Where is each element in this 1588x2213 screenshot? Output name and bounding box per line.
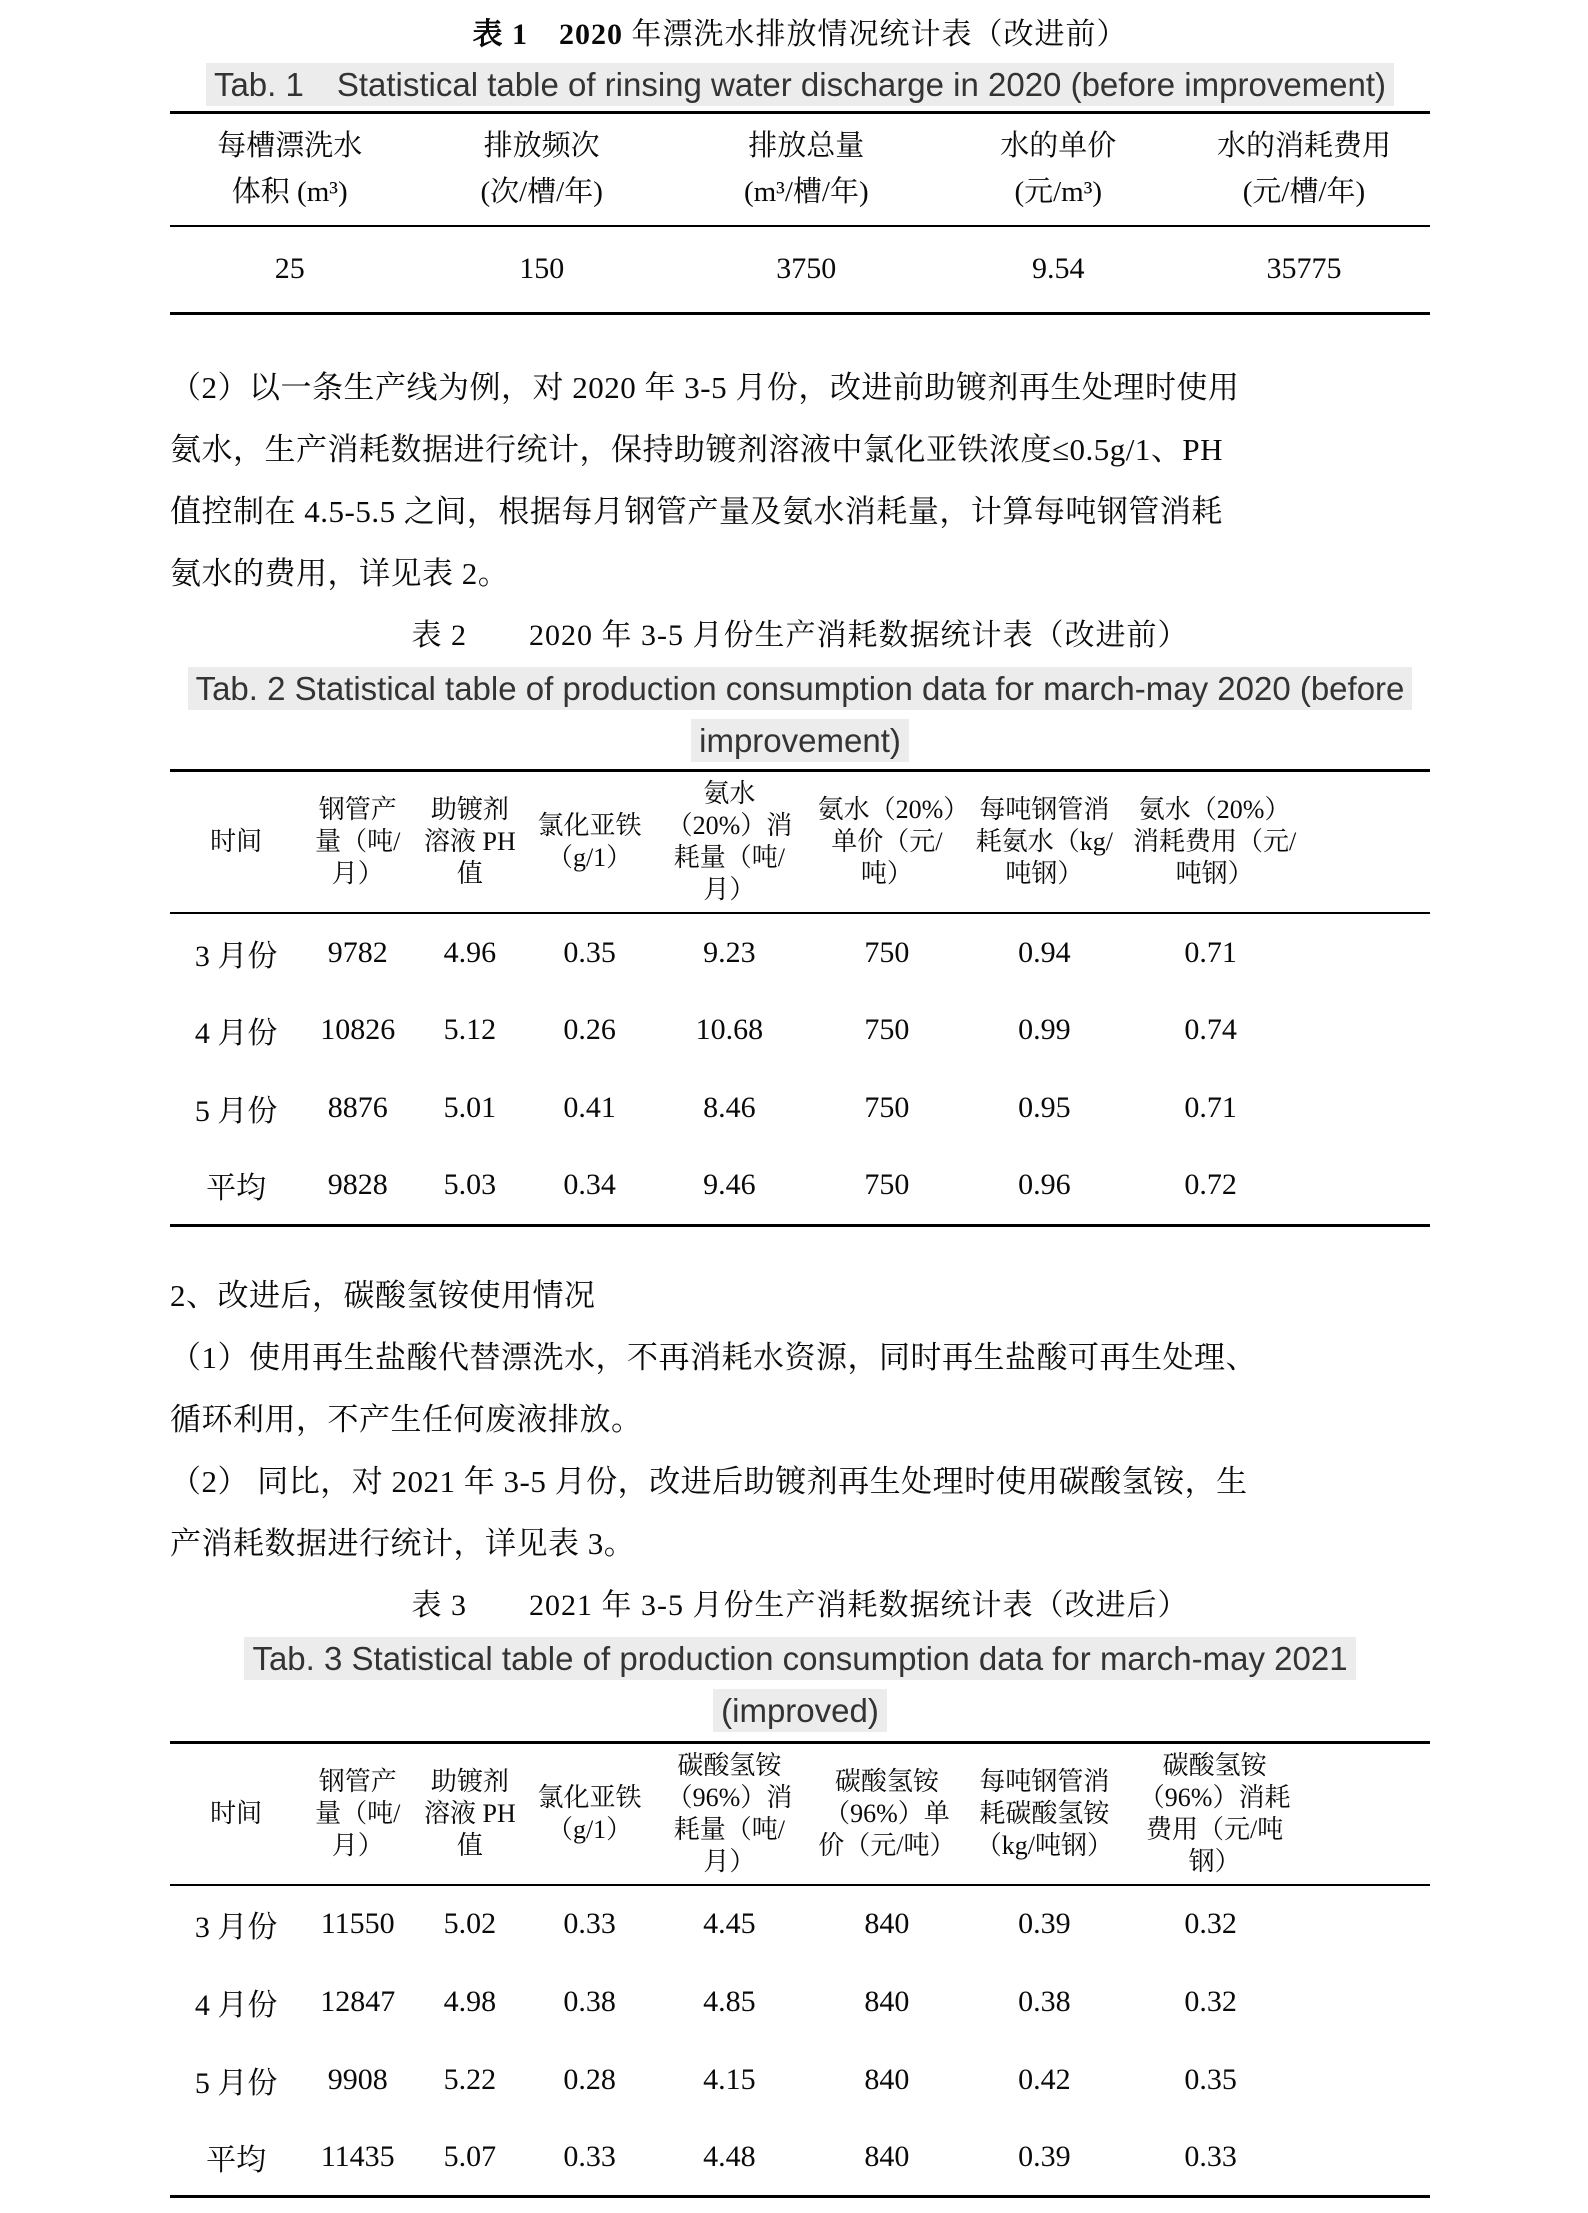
- table1-body: [170, 226, 1430, 314]
- table-cell: 5 月份: [194, 1095, 278, 1128]
- table-cell: 840: [864, 2139, 910, 2173]
- table-cell: 12847: [320, 1984, 396, 2018]
- table-cell: 5.01: [443, 1091, 497, 1124]
- table1-header: [170, 113, 1430, 226]
- table-row: [170, 2041, 1430, 2119]
- table-row: [170, 1963, 1430, 2041]
- table-cell: 0.99: [1018, 1013, 1071, 1046]
- table-cell: 0.38: [563, 1984, 616, 2018]
- table-cell: 0.28: [563, 2062, 616, 2096]
- table-cell: 840: [864, 2062, 910, 2096]
- table1-caption-zh-text: 年漂洗水排放情况统计表（改进前）: [623, 18, 1128, 51]
- column-header: 氯化亚铁（g/1）: [537, 1782, 642, 1844]
- table-cell: 4.48: [703, 2139, 756, 2173]
- table-row: [170, 2119, 1430, 2197]
- table-cell: 10.68: [695, 1013, 764, 1046]
- table-cell: 0.32: [1184, 1984, 1237, 2018]
- table-cell: 25: [274, 252, 305, 286]
- column-header: 时间: [210, 827, 263, 856]
- column-header-line: (次/槽/年): [480, 176, 603, 209]
- table-cell: 750: [864, 935, 910, 969]
- text-line: 氨水，生产消耗数据进行统计，保持助镀剂溶液中氯化亚铁浓度≤0.5g/1、PH: [170, 432, 1224, 467]
- table-cell: 0.72: [1184, 1168, 1237, 1202]
- table-cell: 8.46: [703, 1091, 756, 1124]
- table-cell: 0.71: [1184, 935, 1237, 969]
- table-row: [170, 991, 1430, 1069]
- table-cell: 4.45: [703, 1907, 756, 1940]
- column-header: 碳酸氢铵（96%）消耗量（吨/月）: [666, 1750, 793, 1876]
- table-cell: 0.26: [563, 1013, 616, 1046]
- table-cell: 0.94: [1018, 935, 1071, 969]
- column-header-line: 排放总量: [748, 130, 865, 163]
- table-cell: 0.35: [563, 935, 616, 969]
- table-cell: 平均: [206, 1172, 267, 1206]
- column-header: 助镀剂溶液 PH 值: [423, 1766, 516, 1860]
- table-cell: 4.96: [443, 935, 497, 969]
- column-header-line: (元/槽/年): [1242, 176, 1366, 209]
- section2-heading-block: [170, 1265, 1430, 1327]
- table-cell: 平均: [206, 2143, 267, 2177]
- table-cell: 8876: [327, 1091, 388, 1124]
- table1-caption-zh: [170, 12, 1430, 57]
- text-line: 值控制在 4.5-5.5 之间，根据每月钢管产量及氨水消耗量，计算每吨钢管消耗: [170, 494, 1223, 529]
- table-3-consumption-2021: [170, 1741, 1430, 2199]
- table-cell: 5.07: [443, 2139, 497, 2173]
- table2-header-row: [170, 771, 1430, 914]
- table3-caption-en-text: Tab. 3 Statistical table of production consumption data for march-may 2021 (improved): [244, 1637, 1355, 1732]
- section2-heading: 2、改进后，碳酸氢铵使用情况: [170, 1277, 596, 1313]
- table-cell: 3 月份: [194, 1911, 278, 1944]
- table3-caption-en-box: [183, 1633, 1418, 1737]
- table-cell: 11550: [320, 1907, 395, 1940]
- table2-caption-zh: [170, 613, 1430, 659]
- table-row: [170, 1069, 1430, 1147]
- column-header-line: 水的消耗费用: [1216, 130, 1391, 163]
- table2-caption-en-text: Tab. 2 Statistical table of production consumption data for march-may 2020 (before improvement): [188, 667, 1413, 762]
- column-header: 每吨钢管消耗氨水（kg/吨钢）: [975, 795, 1114, 888]
- column-header: 氨水（20%）单价（元/吨）: [817, 795, 957, 888]
- table2-header: [170, 771, 1430, 914]
- text-line: 氨水的费用，详见表 2。: [170, 556, 510, 591]
- table-cell: 0.33: [563, 1907, 616, 1940]
- column-header: 氨水（20%）消耗量（吨/月）: [666, 779, 793, 904]
- table3-header-row: [170, 1742, 1430, 1885]
- table-cell: 0.41: [563, 1091, 616, 1124]
- table-row: [170, 1147, 1430, 1225]
- column-header-line: 体积 (m³): [231, 176, 348, 209]
- table-cell: 0.71: [1184, 1091, 1237, 1124]
- table-cell: 750: [864, 1013, 910, 1046]
- paragraph-production-stats-2020: [170, 357, 1430, 605]
- table-cell: 840: [864, 1907, 910, 1940]
- column-header: 氯化亚铁（g/1）: [537, 811, 642, 872]
- table-cell: 5 月份: [194, 2066, 278, 2100]
- table2-body: [170, 913, 1430, 1225]
- table3-body: [170, 1885, 1430, 2197]
- table-cell: 9.46: [703, 1168, 756, 1202]
- table-cell: 4 月份: [194, 1988, 278, 2022]
- column-header-line: (元/m³): [1014, 176, 1103, 209]
- column-header: [170, 113, 409, 226]
- table-cell: 0.39: [1018, 2139, 1071, 2173]
- column-header: [939, 113, 1178, 226]
- table2-caption-en: [170, 663, 1430, 767]
- table-cell: 5.02: [443, 1907, 497, 1940]
- table3-caption-zh-text: 表 3 2021 年 3-5 月份生产消耗数据统计表（改进后）: [411, 1588, 1189, 1622]
- column-header: 钢管产量（吨/月）: [315, 1766, 401, 1860]
- table3-caption-zh: [170, 1583, 1430, 1629]
- table-cell: 5.12: [443, 1013, 497, 1046]
- table-cell: 9782: [327, 935, 388, 969]
- column-header: 碳酸氢铵（96%）消耗费用（元/吨钢）: [1138, 1750, 1291, 1876]
- table-cell: 0.35: [1184, 2062, 1237, 2096]
- table-cell: 0.39: [1018, 1907, 1071, 1940]
- table-row: [170, 913, 1430, 991]
- table-cell: 11435: [320, 2139, 395, 2173]
- table-cell: 35775: [1266, 252, 1342, 286]
- table-cell: 840: [864, 1984, 910, 2018]
- table-cell: 0.96: [1018, 1168, 1071, 1202]
- table-cell: 9828: [327, 1168, 388, 1202]
- table-cell: 0.32: [1184, 1907, 1237, 1940]
- table-cell: 750: [864, 1168, 910, 1202]
- table-row: [170, 1885, 1430, 1963]
- table1-caption-en-text: Tab. 1 Statistical table of rinsing water discharge in 2020 (before improvement): [206, 63, 1394, 106]
- table-cell: 3 月份: [194, 939, 278, 973]
- column-header: [1178, 113, 1430, 226]
- table-cell: 9.54: [1032, 252, 1085, 286]
- table-cell: 4.85: [703, 1984, 756, 2018]
- table-cell: 0.95: [1018, 1091, 1071, 1124]
- table-cell: 4.98: [443, 1984, 497, 2018]
- table-1-rinsing-water-discharge: [170, 111, 1430, 315]
- text-line: （2） 同比，对 2021 年 3-5 月份，改进后助镀剂再生处理时使用碳酸氢铵，生: [170, 1463, 1248, 1499]
- column-header: 氨水（20%）消耗费用（元/吨钢）: [1133, 795, 1297, 888]
- table-row: [170, 226, 1430, 314]
- table-cell: 0.42: [1018, 2062, 1071, 2096]
- column-header: 助镀剂溶液 PH 值: [423, 795, 516, 888]
- table-cell: 5.22: [443, 2062, 497, 2096]
- table-cell: 0.38: [1018, 1984, 1071, 2018]
- table2-caption-zh-text: 表 2 2020 年 3-5 月份生产消耗数据统计表（改进前）: [411, 619, 1189, 652]
- table-cell: 4.15: [703, 2062, 756, 2096]
- text-line: 产消耗数据进行统计，详见表 3。: [170, 1525, 636, 1561]
- table3-header: [170, 1742, 1430, 1885]
- table1-header-row: [170, 113, 1430, 226]
- table-cell: 4 月份: [194, 1017, 278, 1050]
- table1-caption-zh-number: 表 1 2020: [472, 18, 623, 51]
- column-header-line: 水的单价: [1000, 130, 1117, 163]
- paragraph-regenerated-acid: [170, 1327, 1430, 1451]
- column-header: 每吨钢管消耗碳酸氢铵（kg/吨钢）: [975, 1766, 1114, 1860]
- table1-caption-en: [170, 59, 1430, 111]
- table-cell: 150: [519, 252, 565, 286]
- column-header: [674, 113, 939, 226]
- table-cell: 9.23: [703, 935, 756, 969]
- table-cell: 9908: [327, 2062, 388, 2096]
- text-line: （1）使用再生盐酸代替漂洗水，不再消耗水资源，同时再生盐酸可再生处理、: [170, 1339, 1257, 1375]
- column-header-line: (m³/槽/年): [743, 176, 869, 209]
- table-2-consumption-2020: [170, 769, 1430, 1227]
- table-cell: 5.03: [443, 1168, 497, 1202]
- table-cell: 0.33: [1184, 2139, 1237, 2173]
- table2-caption-en-box: [183, 663, 1418, 767]
- column-header: [409, 113, 674, 226]
- table3-caption-en: [170, 1633, 1430, 1737]
- table-cell: 3750: [776, 252, 837, 286]
- column-header: 碳酸氢铵（96%）单价（元/吨）: [818, 1766, 956, 1860]
- table-cell: 0.74: [1184, 1013, 1237, 1046]
- column-header-line: 排放频次: [483, 130, 600, 163]
- column-header: 钢管产量（吨/月）: [315, 795, 401, 888]
- column-header: 时间: [210, 1798, 263, 1828]
- table-cell: 0.33: [563, 2139, 616, 2173]
- text-line: （2）以一条生产线为例，对 2020 年 3-5 月份，改进前助镀剂再生处理时使用: [170, 370, 1240, 405]
- table-cell: 10826: [320, 1013, 396, 1046]
- table-cell: 750: [864, 1091, 910, 1124]
- text-line: 循环利用，不产生任何废液排放。: [170, 1401, 643, 1437]
- column-header-line: 每槽漂洗水: [217, 130, 363, 163]
- paragraph-production-stats-2021: [170, 1451, 1430, 1575]
- table-cell: 0.34: [563, 1168, 616, 1202]
